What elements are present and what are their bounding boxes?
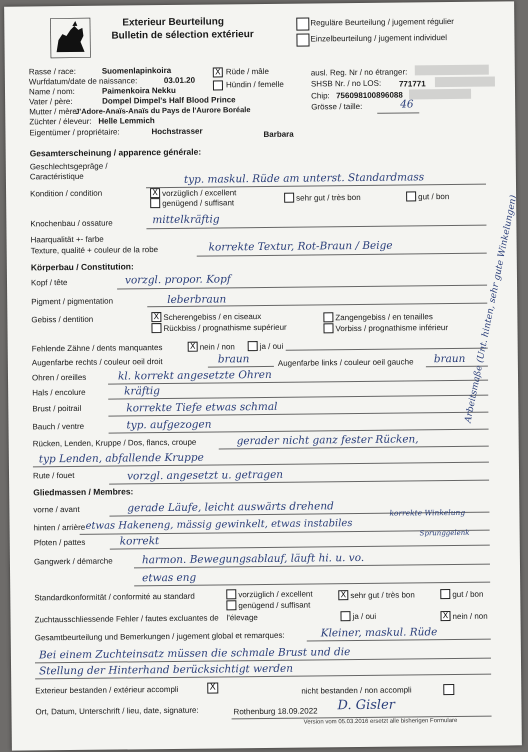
redacted-chip <box>409 89 471 100</box>
mother-value: J'Adore-Anaïs-Anaïs du Pays de l'Aurore Boréale <box>75 105 251 116</box>
neck-value: kräftig <box>124 385 161 398</box>
owner-value-1: Hochstrasser <box>151 126 203 137</box>
bite-scissor-checkbox[interactable]: X <box>151 312 161 322</box>
hind-note-1: korrekte Winkelung <box>389 507 466 518</box>
ears-label: Ohren / oreilles <box>31 372 87 383</box>
remarks-value-2: Bei einem Zuchteinsatz müssen die schmale Brust und die <box>38 646 351 662</box>
signature: D. Gisler <box>337 697 396 714</box>
bite-front-checkbox[interactable] <box>323 323 333 333</box>
eye-left-value: braun <box>433 352 466 366</box>
teeth-no-checkbox[interactable]: X <box>188 342 198 352</box>
bite-pincer-label: Zangengebiss / en tenailles <box>335 312 433 323</box>
sex-label-1: Geschlechtsgepräge / <box>29 161 108 172</box>
standard-excellent-checkbox[interactable] <box>226 589 236 599</box>
passed-label: Exterieur bestanden / extérieur accompli <box>35 684 179 696</box>
body-section-title: Körperbau / Constitution: <box>30 261 134 273</box>
hair-label-2: Texture, qualité + couleur de la robe <box>30 245 159 256</box>
birth-label: Wurfdatum/date de naissance: <box>28 76 138 87</box>
front-legs-value: gerade Läufe, leicht auswärts drehend <box>127 500 334 515</box>
tail-label: Rute / fouet <box>32 470 75 481</box>
bone-label: Knochenbau / ossature <box>30 218 113 229</box>
condition-excellent-checkbox[interactable]: X <box>150 188 160 198</box>
faults-no-checkbox[interactable]: X <box>440 611 450 621</box>
head-value: vorzgl. propor. Kopf <box>124 273 231 287</box>
form-title-de: Exterieur Beurteilung <box>122 16 225 29</box>
remarks-label: Gesamtbeurteilung und Bemerkungen / jugement global et remarques: <box>34 630 285 643</box>
bite-back-checkbox[interactable] <box>151 323 161 333</box>
remarks-value-3: Stellung der Hinterhand berücksichtigt werden <box>39 662 294 678</box>
condition-good-label: gut / bon <box>418 192 450 202</box>
shsb-value: 771771 <box>398 79 426 89</box>
teeth-no-label: nein / non <box>199 342 235 352</box>
single-evaluation-label: Einzelbeurteilung / jugement individuel <box>310 33 448 44</box>
pigment-label: Pigment / pigmentation <box>31 296 114 307</box>
standard-sufficient-label: genügend / suffisant <box>238 600 311 611</box>
bite-front-label: Vorbiss / prognathisme inférieur <box>335 323 449 334</box>
chip-label: Chip: <box>311 91 330 101</box>
remarks-value-1: Kleiner, maskul. Rüde <box>320 626 438 640</box>
condition-very-good-label: sehr gut / très bon <box>296 192 361 203</box>
hair-label-1: Haarqualität +- farbe <box>30 234 104 245</box>
pigment-value: leberbraun <box>167 293 227 306</box>
tail-value: vorzgl. angesetzt u. getragen <box>126 468 284 483</box>
bite-back-label: Rückbiss / prognathisme supérieur <box>163 322 287 334</box>
chest-value: korrekte Tiefe etwas schmal <box>126 400 278 415</box>
faults-label-1: Zuchtausschliessende Fehler / fautes excluantes de <box>34 613 219 625</box>
faults-label-2: l'élevage <box>226 613 258 623</box>
breeder-value: Helle Lemmich <box>98 116 155 126</box>
eye-right-value: braun <box>217 353 250 366</box>
paws-value: korrekt <box>119 535 160 548</box>
standard-good-label: gut / bon <box>452 589 484 600</box>
sex-value: typ. maskul. Rüde am unterst. Standardmass <box>183 171 425 186</box>
hind-legs-label: hinten / arrière <box>33 522 86 533</box>
bite-label: Gebiss / dentition <box>31 314 94 325</box>
belly-value: typ. aufgezogen <box>126 418 212 432</box>
gait-label: Gangwerk / démarche <box>33 556 113 567</box>
condition-good-checkbox[interactable] <box>406 191 416 201</box>
redacted-foreign-reg <box>415 65 489 76</box>
back-value-1: gerader nicht ganz fester Rücken, <box>236 433 419 448</box>
back-value-2: typ Lenden, abfallende Kruppe <box>38 451 204 466</box>
gait-value-1: harmon. Bewegungsablauf, läuft hi. u. vo. <box>141 551 365 567</box>
chip-value: 756098100896088 <box>336 90 403 101</box>
place-date: Rothenburg 18.09.2022 <box>233 706 318 717</box>
standard-good-checkbox[interactable] <box>440 589 450 599</box>
bite-scissor-label: Scherengebiss / en ciseaux <box>163 312 262 323</box>
male-checkbox[interactable]: X <box>213 67 223 77</box>
female-checkbox[interactable] <box>213 80 223 90</box>
paws-label: Pfoten / pattes <box>33 537 86 548</box>
head-label: Kopf / tête <box>30 278 68 288</box>
standard-very-good-checkbox[interactable]: X <box>338 590 348 600</box>
redacted-shsb <box>435 77 495 88</box>
regular-evaluation-checkbox[interactable] <box>296 17 309 30</box>
standard-label: Standardkonformität / conformité au standard <box>34 591 195 603</box>
condition-sufficient-checkbox[interactable] <box>150 198 160 208</box>
standard-sufficient-checkbox[interactable] <box>226 600 236 610</box>
condition-very-good-checkbox[interactable] <box>284 193 294 203</box>
name-value: Paimenkoira Nekku <box>101 85 176 96</box>
mother-label: Mutter / mère <box>29 106 77 117</box>
owner-label: Eigentümer / propriétaire: <box>29 127 120 138</box>
condition-excellent-label: vorzüglich / excellent <box>162 188 237 199</box>
version-note: Version vom 05.03.2016 ersetzt alle bisherigen Formulare <box>303 717 458 726</box>
neck-line <box>108 395 488 400</box>
female-label: Hündin / femelle <box>225 79 284 90</box>
father-label: Vater / père: <box>29 96 73 107</box>
size-line <box>377 112 419 113</box>
birth-value: 03.01.20 <box>163 75 196 86</box>
foreign-reg-label: ausl. Reg. Nr / no étranger: <box>310 67 408 78</box>
father-value: Dompel Dimpel's Half Blood Prince <box>102 95 236 106</box>
male-label: Rüde / mâle <box>225 66 269 77</box>
standard-excellent-label: vorzüglich / excellent <box>238 589 313 600</box>
gait-value-2: etwas eng <box>142 571 197 585</box>
size-value: 46 <box>400 98 414 111</box>
ears-value: kl. korrekt angesetzte Ohren <box>117 368 272 383</box>
signature-label: Ort, Datum, Unterschrift / lieu, date, signature: <box>35 705 199 717</box>
front-legs-label: vorne / avant <box>33 504 80 515</box>
back-label: Rücken, Lenden, Kruppe / Dos, flancs, croupe <box>32 437 197 449</box>
teeth-line <box>286 348 488 351</box>
name-label: Name / nom: <box>28 86 75 97</box>
owner-value-2: Barbara <box>263 129 294 139</box>
neck-label: Hals / encolure <box>32 387 86 398</box>
race-value: Suomenlapinkoira <box>101 65 172 76</box>
bone-value: mittelkräftig <box>152 213 220 227</box>
teeth-yes-checkbox[interactable] <box>248 341 258 351</box>
eye-right-line <box>208 366 274 368</box>
single-evaluation-checkbox[interactable] <box>296 33 309 46</box>
hair-value: korrekte Textur, Rot-Braun / Beige <box>208 239 393 254</box>
hair-line <box>197 253 487 257</box>
belly-label: Bauch / ventre <box>32 421 85 432</box>
passed-checkbox[interactable]: X <box>207 682 218 693</box>
bite-pincer-checkbox[interactable] <box>323 312 333 322</box>
condition-sufficient-label: genügend / suffisant <box>162 198 235 209</box>
teeth-yes-label: ja / oui <box>259 341 284 352</box>
evaluation-form-sheet <box>4 1 522 750</box>
faults-yes-checkbox[interactable] <box>340 611 350 621</box>
eye-left-label: Augenfarbe links / couleur oeil gauche <box>277 357 414 368</box>
teeth-label: Fehlende Zähne / dents manquantes <box>31 343 163 354</box>
sex-label-2: Caractéristique <box>29 171 84 182</box>
limbs-section-title: Gliedmassen / Membres: <box>33 486 134 498</box>
hind-legs-value: etwas Hakeneng, mässig gewinkelt, etwas instabiles <box>85 518 353 532</box>
faults-no-label: nein / non <box>452 611 488 622</box>
faults-yes-label: ja / oui <box>352 611 377 622</box>
failed-checkbox[interactable] <box>443 684 454 695</box>
condition-label: Kondition / condition <box>30 188 103 199</box>
regular-evaluation-label: Reguläre Beurteilung / jugement régulier <box>310 16 454 28</box>
race-label: Rasse / race: <box>28 66 76 77</box>
dog-silhouette-logo-icon <box>50 18 90 58</box>
paws-line <box>110 545 490 550</box>
breeder-label: Züchter / éleveur: <box>29 116 92 127</box>
size-label: Grösse / taille: <box>311 101 363 112</box>
form-title-fr: Bulletin de sélection extérieur <box>111 29 254 42</box>
side-note-vertical: Arbeitsmaße (Unt. hinten, sehr gute Winkelungen) <box>463 194 520 424</box>
chest-label: Brust / poitrail <box>32 403 82 414</box>
failed-label: nicht bestanden / non accompli <box>301 685 412 696</box>
standard-very-good-label: sehr gut / très bon <box>350 590 415 601</box>
hind-note-2: Sprunggelenk <box>419 528 470 538</box>
general-section-title: Gesamterscheinung / apparence générale: <box>29 146 202 159</box>
shsb-label: SHSB Nr. / no LOS: <box>310 78 382 89</box>
eye-right-label: Augenfarbe rechts / couleur oeil droit <box>31 357 163 368</box>
